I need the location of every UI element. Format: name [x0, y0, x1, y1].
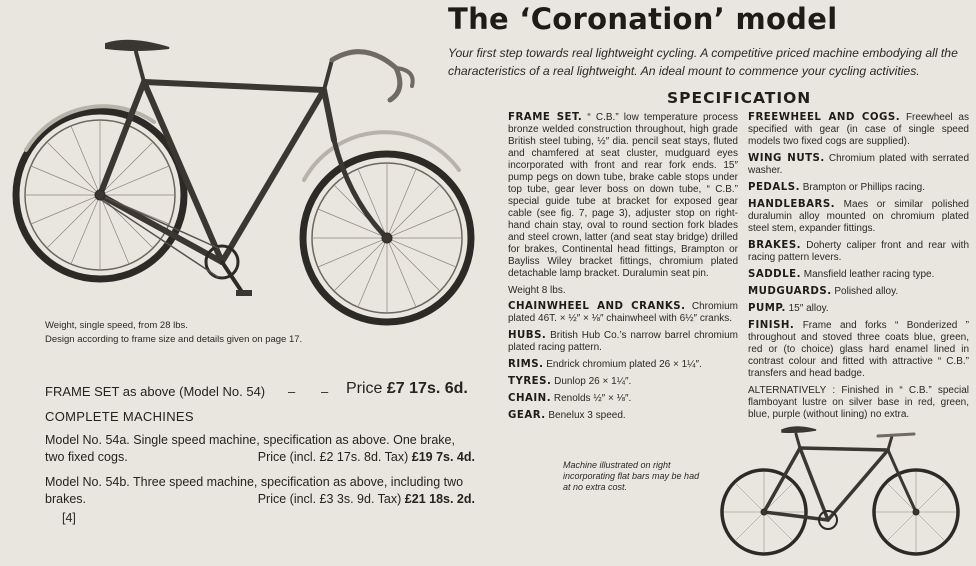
- model-description: Model No. 54b. Three speed machine, specification as above, including two brakes.: [45, 475, 464, 506]
- spec-item: ALTERNATIVELY : Finished in “ C.B.” special flamboyant lustre on silver base in red, green, blue, purple (without lining) no extra.: [748, 385, 969, 420]
- spec-item: WING NUTS. Chromium plated with serrated washer.: [748, 153, 970, 176]
- model-price: Price (incl. £3 3s. 9d. Tax) £21 18s. 2d.: [257, 492, 475, 506]
- spec-item: RIMS. Endrick chromium plated 26 × 1¼″.: [508, 359, 702, 370]
- spec-item: HANDLEBARS. Maes or similar polished duralumin alloy mounted on chromium plated steel stem, expander fittings.: [748, 199, 969, 234]
- model-54b-entry: [45, 474, 475, 508]
- spec-item: PEDALS. Brampton or Phillips racing.: [748, 182, 926, 193]
- frame-transfer-text: C.B. CYCLES: [198, 129, 236, 182]
- page-title: The ‘Coronation’ model: [448, 2, 838, 36]
- specification-heading: SPECIFICATION: [667, 89, 812, 107]
- flat-bar-bicycle-illustration: [716, 420, 966, 560]
- illustration-caption: [45, 320, 305, 348]
- intro-text: Your first step towards real lightweight cycling. A competitive priced machine embodying all the characteristics of a real lightweight. An ideal mount to commence your cycling activities.: [448, 46, 958, 78]
- dash: –: [321, 384, 329, 399]
- spec-item: Weight 8 lbs.: [508, 285, 566, 296]
- model-54a-entry: [45, 432, 475, 466]
- frame-set-price: Price £7 17s. 6d.: [346, 380, 468, 397]
- specification-column-right: [748, 112, 969, 426]
- frame-set-price-row: [45, 380, 475, 402]
- weight-caption: Weight, single speed, from 28 lbs.: [45, 320, 188, 331]
- specification-column-left: [508, 112, 738, 427]
- price-list: [45, 380, 475, 508]
- spec-item: FRAME SET. “ C.B.” low temperature process bronze welded construction throughout, high grade British steel tubing, ½″ dia. pencil seat stays, fluted and chamfered at seat cluster, mudguard eyes incorporated with front and rear fork ends. 15″ pump pegs on down tube, brake cable stops under top tube, gear lever boss on down tube, “ C.B.” special guide tube at bracket for exposed gear cable (see fig. 7, page 3), adjuster stop on right-hand chain stay, oval to round section fork blades and steel crown, latter (and seat stay bridge) drilled for brakes, Continental head fittings, Brampton or Bayliss Wiley bracket fittings, chromium plated detachable lamp bracket. Duralumin seat pin.: [508, 112, 738, 279]
- complete-machines-heading: COMPLETE MACHINES: [45, 409, 194, 424]
- design-caption: Design according to frame size and details given on page 17.: [45, 334, 303, 345]
- spec-item: SADDLE. Mansfield leather racing type.: [748, 269, 935, 280]
- spec-item: CHAIN. Renolds ½″ × ⅛″.: [508, 393, 632, 404]
- spec-item: MUDGUARDS. Polished alloy.: [748, 286, 899, 297]
- racing-bicycle-illustration: [4, 30, 506, 330]
- model-price: Price (incl. £2 17s. 8d. Tax) £19 7s. 4d.: [257, 450, 475, 464]
- spec-item: FINISH. Frame and forks “ Bonderized ” throughout and stoved three coats blue, green, red or (to choice) glass hard enamel lined in contrast colour and fitted with attractive “ C.B.” transfers and head badge.: [748, 320, 970, 379]
- spec-item: BRAKES. Doherty caliper front and rear with racing pattern levers.: [748, 240, 969, 263]
- spec-item: CHAINWHEEL AND CRANKS. Chromium plated 46T. × ½″ × ⅛″ chainwheel with 6½″ cranks.: [508, 301, 738, 324]
- spec-item: TYRES. Dunlop 26 × 1¼″.: [508, 376, 632, 387]
- page-number: [4]: [62, 511, 76, 525]
- spec-item: GEAR. Benelux 3 speed.: [508, 410, 626, 421]
- dash: –: [288, 384, 296, 399]
- machine-note: Machine illustrated on right incorporating flat bars may be had at no extra cost.: [563, 460, 700, 492]
- spec-item: PUMP. 15″ alloy.: [748, 303, 829, 314]
- spec-item: HUBS. British Hub Co.’s narrow barrel chromium plated racing pattern.: [508, 330, 738, 353]
- model-description: Model No. 54a. Single speed machine, specification as above. One brake, two fixed cogs.: [45, 433, 455, 464]
- spec-item: FREEWHEEL AND COGS. Freewheel as specified with gear (in case of single speed models two fixed cogs are supplied).: [748, 112, 969, 147]
- frame-set-label: FRAME SET as above (Model No. 54): [45, 384, 266, 399]
